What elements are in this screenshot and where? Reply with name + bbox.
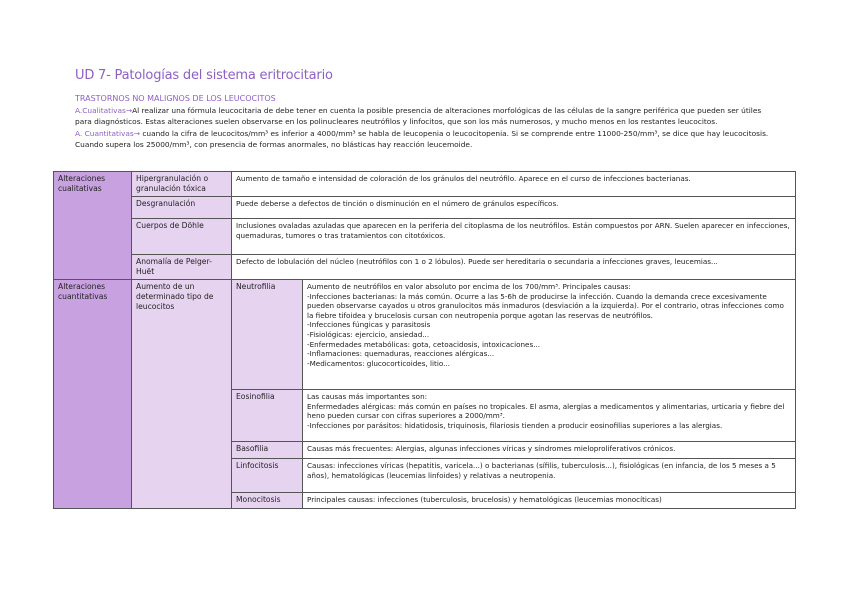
page-title: UD 7- Patologías del sistema eritrocitario	[75, 68, 333, 83]
alteration-name: Eosinofilia	[232, 390, 303, 442]
alteration-description: Defecto de lobulación del núcleo (neutrófilos con 1 o 2 lóbulos). Puede ser hereditaria o secundaria a infecciones graves, leucemias...	[232, 255, 796, 280]
alteration-description	[303, 493, 796, 509]
description-line: -Medicamentos: glucocorticoides, litio...	[307, 358, 450, 368]
alteration-description: Inclusiones ovaladas azuladas que aparecen en la periferia del citoplasma de los neutrófilos. Están compuestos por ARN. Suelen aparecer en infecciones, quemaduras, tumores o tras tratamientos con citotóxicos.	[232, 219, 796, 255]
table-row	[54, 255, 796, 280]
table-row	[54, 197, 796, 219]
cuantitativas-text: cuando la cifra de leucocitos/mm³ es inferior a 4000/mm³ se habla de leucopenia o leucocitopenia. Si se comprende entre 11000-250/mm³, se dice que hay leucocitosis. Cuando supera los 25000/mm³, con presencia de formas anormales, no blásticas hay reacción leucemoide.	[75, 128, 769, 149]
description-line: Principales causas: infecciones (tuberculosis, brucelosis) y hematológicas (leucemias monocíticas)	[307, 495, 662, 504]
description-line: -Inflamaciones: quemaduras, reacciones alérgicas...	[307, 349, 495, 359]
alteration-description	[303, 459, 796, 493]
alteration-description: Puede deberse a defectos de tinción o disminución en el número de gránulos específicos.	[232, 197, 796, 219]
cualitativas-text: Al realizar una fórmula leucocitaria de debe tener en cuenta la posible presencia de alteraciones morfológicas de las células de la sangre periférica que pueden ser útiles para diagnósticos. Estas alteraciones suelen observarse en los polinucleares neutrófilos y linfocitos, que son los más numerosos, y mucho menos en los restantes leucocitos.	[75, 105, 762, 126]
alteration-name: Monocitosis	[232, 493, 303, 509]
alteration-name: Basofilia	[232, 442, 303, 459]
leucocyte-alterations-table	[53, 171, 796, 509]
alteration-description: Aumento de tamaño e intensidad de coloración de los gránulos del neutrófilo. Aparece en el curso de infecciones bacterianas.	[232, 172, 796, 197]
intro-paragraph-cuantitativas	[75, 128, 775, 151]
intro-section	[75, 93, 775, 151]
table-row	[54, 280, 796, 390]
alteration-name: Linfocitosis	[232, 459, 303, 493]
table-row	[54, 172, 796, 197]
description-line: Las causas más importantes son:	[307, 392, 428, 401]
description-line: Aumento de neutrófilos en valor absoluto por encima de los 700/mm³. Principales causas:	[307, 282, 631, 291]
alteration-name: Cuerpos de Döhle	[132, 219, 232, 255]
description-line: -Infecciones bacterianas: la más común. Ocurre a las 5-6h de producirse la infección. Cuando la demanda crece excesivamente pueden observarse cayados u otros granulocitos más inmaduros (desviación a la izquierda). Por el contrario, otras infecciones como la fiebre tifoidea y brucelosis cursan con neutropenia porque agotan las reservas de neutrófilos.	[307, 291, 784, 320]
description-line: -Infecciones fúngicas y parasitosis	[307, 320, 431, 330]
category-cell-cuantitativas: Alteraciones cuantitativas	[54, 280, 132, 509]
alteration-description	[303, 442, 796, 459]
alteration-name: Anomalía de Pelger-Huët	[132, 255, 232, 280]
description-line: Causas: infecciones víricas (hepatitis, varicela...) o bacterianas (sífilis, tuberculosis...), fisiológicas (en infancia, de los 5 meses a 5 años), hematológicas (leucemias linfoides) y relativas a neutropenia.	[307, 461, 776, 480]
intro-paragraph-cualitativas	[75, 105, 775, 128]
section-heading: TRASTORNOS NO MALIGNOS DE LOS LEUCOCITOS	[75, 94, 276, 103]
description-line: -Infecciones por parásitos: hidatidosis, triquinosis, filariosis tienden a producir eosinofilias superiores a las alergias.	[307, 420, 723, 430]
alteration-name: Neutrofilia	[232, 280, 303, 390]
alteration-description	[303, 390, 796, 442]
cualitativas-label: A.Cualitativas→	[75, 105, 133, 115]
alteration-name: Desgranulación	[132, 197, 232, 219]
description-line: Causas más frecuentes: Alergias, algunas infecciones víricas y síndromes mieloproliferativos crónicos.	[307, 444, 676, 453]
category-cell-cualitativas: Alteraciones cualitativas	[54, 172, 132, 280]
cuantitativas-label: A. Cuantitativas→	[75, 128, 140, 138]
subcategory-cell: Aumento de un determinado tipo de leucocitos	[132, 280, 232, 509]
table-row	[54, 219, 796, 255]
description-line: -Enfermedades metabólicas: gota, cetoacidosis, intoxicaciones...	[307, 339, 541, 349]
description-line: Enfermedades alérgicas: más común en países no tropicales. El asma, alergias a medicamentos y alimentarias, urticaria y fiebre del heno pueden cursar con cifras superiores a 2000/mm³.	[307, 401, 785, 421]
alteration-name: Hipergranulación o granulación tóxica	[132, 172, 232, 197]
description-line: -Fisiológicas: ejercicio, ansiedad...	[307, 329, 430, 339]
alteration-description	[303, 280, 796, 390]
